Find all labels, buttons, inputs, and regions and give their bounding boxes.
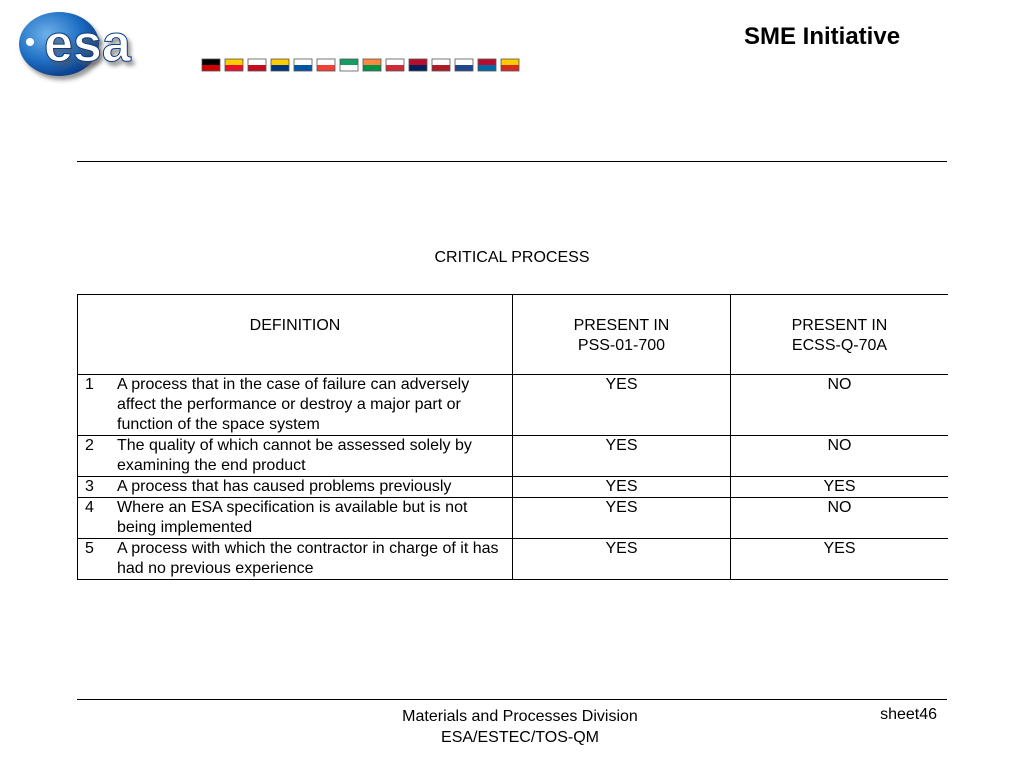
slide-title: SME Initiative: [744, 23, 901, 50]
table-row: [78, 375, 949, 436]
esa-logo: [12, 6, 532, 86]
row-ecss-value: YES: [731, 477, 949, 498]
table-row: [78, 498, 949, 539]
row-ecss-value: NO: [731, 375, 949, 436]
column-header-ecss: PRESENT IN ECSS-Q-70A: [731, 295, 949, 375]
column-header-pss: PRESENT IN PSS-01-700: [513, 295, 731, 375]
row-number: 4: [85, 499, 94, 516]
logo-wordmark: esa: [44, 15, 131, 73]
row-definition: A process that in the case of failure can adversely affect the performance or destroy a major part or function of the space system: [117, 376, 470, 433]
footer-division: [380, 706, 660, 748]
row-definition: The quality of which cannot be assessed solely by examining the end product: [117, 437, 472, 474]
flag-icon: [317, 59, 335, 71]
flag-icon: [225, 59, 243, 71]
row-number: 2: [85, 437, 94, 454]
row-pss-value: YES: [513, 375, 731, 436]
column-header-definition: DEFINITION: [78, 295, 513, 375]
row-pss-value: YES: [513, 477, 731, 498]
flag-icon: [409, 59, 427, 71]
row-definition: A process with which the contractor in charge of it has had no previous experience: [117, 540, 499, 577]
table-row: [78, 539, 949, 580]
row-number: 5: [85, 540, 94, 557]
sheet-number: sheet46: [880, 706, 937, 723]
footer-line-2: ESA/ESTEC/TOS-QM: [441, 729, 599, 746]
bottom-divider: [77, 699, 947, 700]
critical-process-table: [77, 294, 948, 580]
row-number: 1: [85, 376, 94, 393]
row-ecss-value: NO: [731, 436, 949, 477]
row-number: 3: [85, 478, 94, 495]
flag-icon: [501, 59, 519, 71]
table-title: CRITICAL PROCESS: [434, 249, 590, 266]
flag-icon: [294, 59, 312, 71]
table-row: [78, 436, 949, 477]
flag-icon: [202, 59, 220, 71]
flag-icon: [455, 59, 473, 71]
flag-icon: [271, 59, 289, 71]
flag-icon: [248, 59, 266, 71]
flag-icon: [363, 59, 381, 71]
flag-icon: [386, 59, 404, 71]
row-pss-value: YES: [513, 539, 731, 580]
table-row: [78, 477, 949, 498]
member-flags: [202, 59, 519, 71]
footer-line-1: Materials and Processes Division: [402, 708, 638, 725]
table-header-row: [78, 295, 949, 375]
row-ecss-value: YES: [731, 539, 949, 580]
row-pss-value: YES: [513, 498, 731, 539]
row-ecss-value: NO: [731, 498, 949, 539]
row-definition: A process that has caused problems previously: [117, 478, 452, 495]
top-divider: [77, 161, 947, 162]
flag-icon: [432, 59, 450, 71]
row-pss-value: YES: [513, 436, 731, 477]
flag-icon: [340, 59, 358, 71]
row-definition: Where an ESA specification is available but is not being implemented: [117, 499, 468, 536]
flag-icon: [478, 59, 496, 71]
